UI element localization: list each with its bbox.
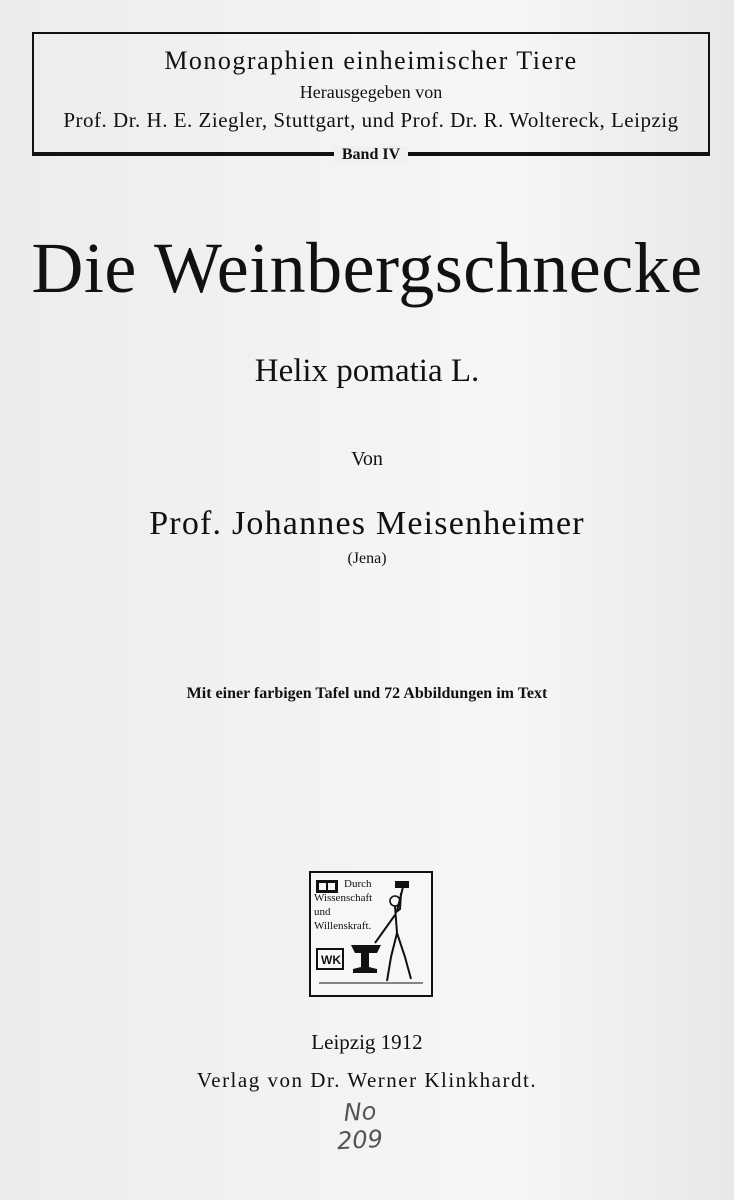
volume-label: Band IV [334, 146, 408, 164]
rule-right [408, 154, 710, 156]
book-subtitle: Helix pomatia L. [254, 353, 480, 389]
motto-line-4: Willenskraft. [314, 920, 372, 932]
shelf-mark-number: 209 [336, 1124, 384, 1156]
series-editors: Prof. Dr. H. E. Ziegler, Stuttgart, und Prof. Dr. R. Woltereck, Leipzig [63, 108, 679, 132]
byline-von: Von [351, 448, 383, 470]
author-name: Prof. Johannes Meisenheimer [149, 505, 585, 542]
rule-left [32, 154, 334, 156]
motto-line-1: Durch [344, 878, 372, 890]
book-title: Die Weinbergschnecke [31, 228, 703, 308]
series-title: Monographien einheimischer Tiere [164, 46, 578, 75]
imprint-place-year: Leipzig 1912 [311, 1030, 423, 1054]
series-header-box [32, 32, 710, 154]
author-affiliation: (Jena) [347, 550, 387, 567]
series-editor-intro: Herausgegeben von [299, 82, 443, 102]
volume-rule [32, 146, 710, 164]
handwritten-shelf-mark [300, 1098, 420, 1154]
emblem-monogram: WK [321, 953, 341, 967]
imprint-publisher: Verlag von Dr. Werner Klinkhardt. [196, 1068, 538, 1092]
shelf-mark-no: No [342, 1097, 378, 1127]
emblem-motto [314, 877, 392, 933]
publisher-emblem [309, 871, 433, 997]
illustration-note: Mit einer farbigen Tafel und 72 Abbildungen im Text [186, 685, 548, 702]
motto-line-3: und [314, 906, 331, 918]
motto-line-2: Wissenschaft [314, 892, 373, 904]
